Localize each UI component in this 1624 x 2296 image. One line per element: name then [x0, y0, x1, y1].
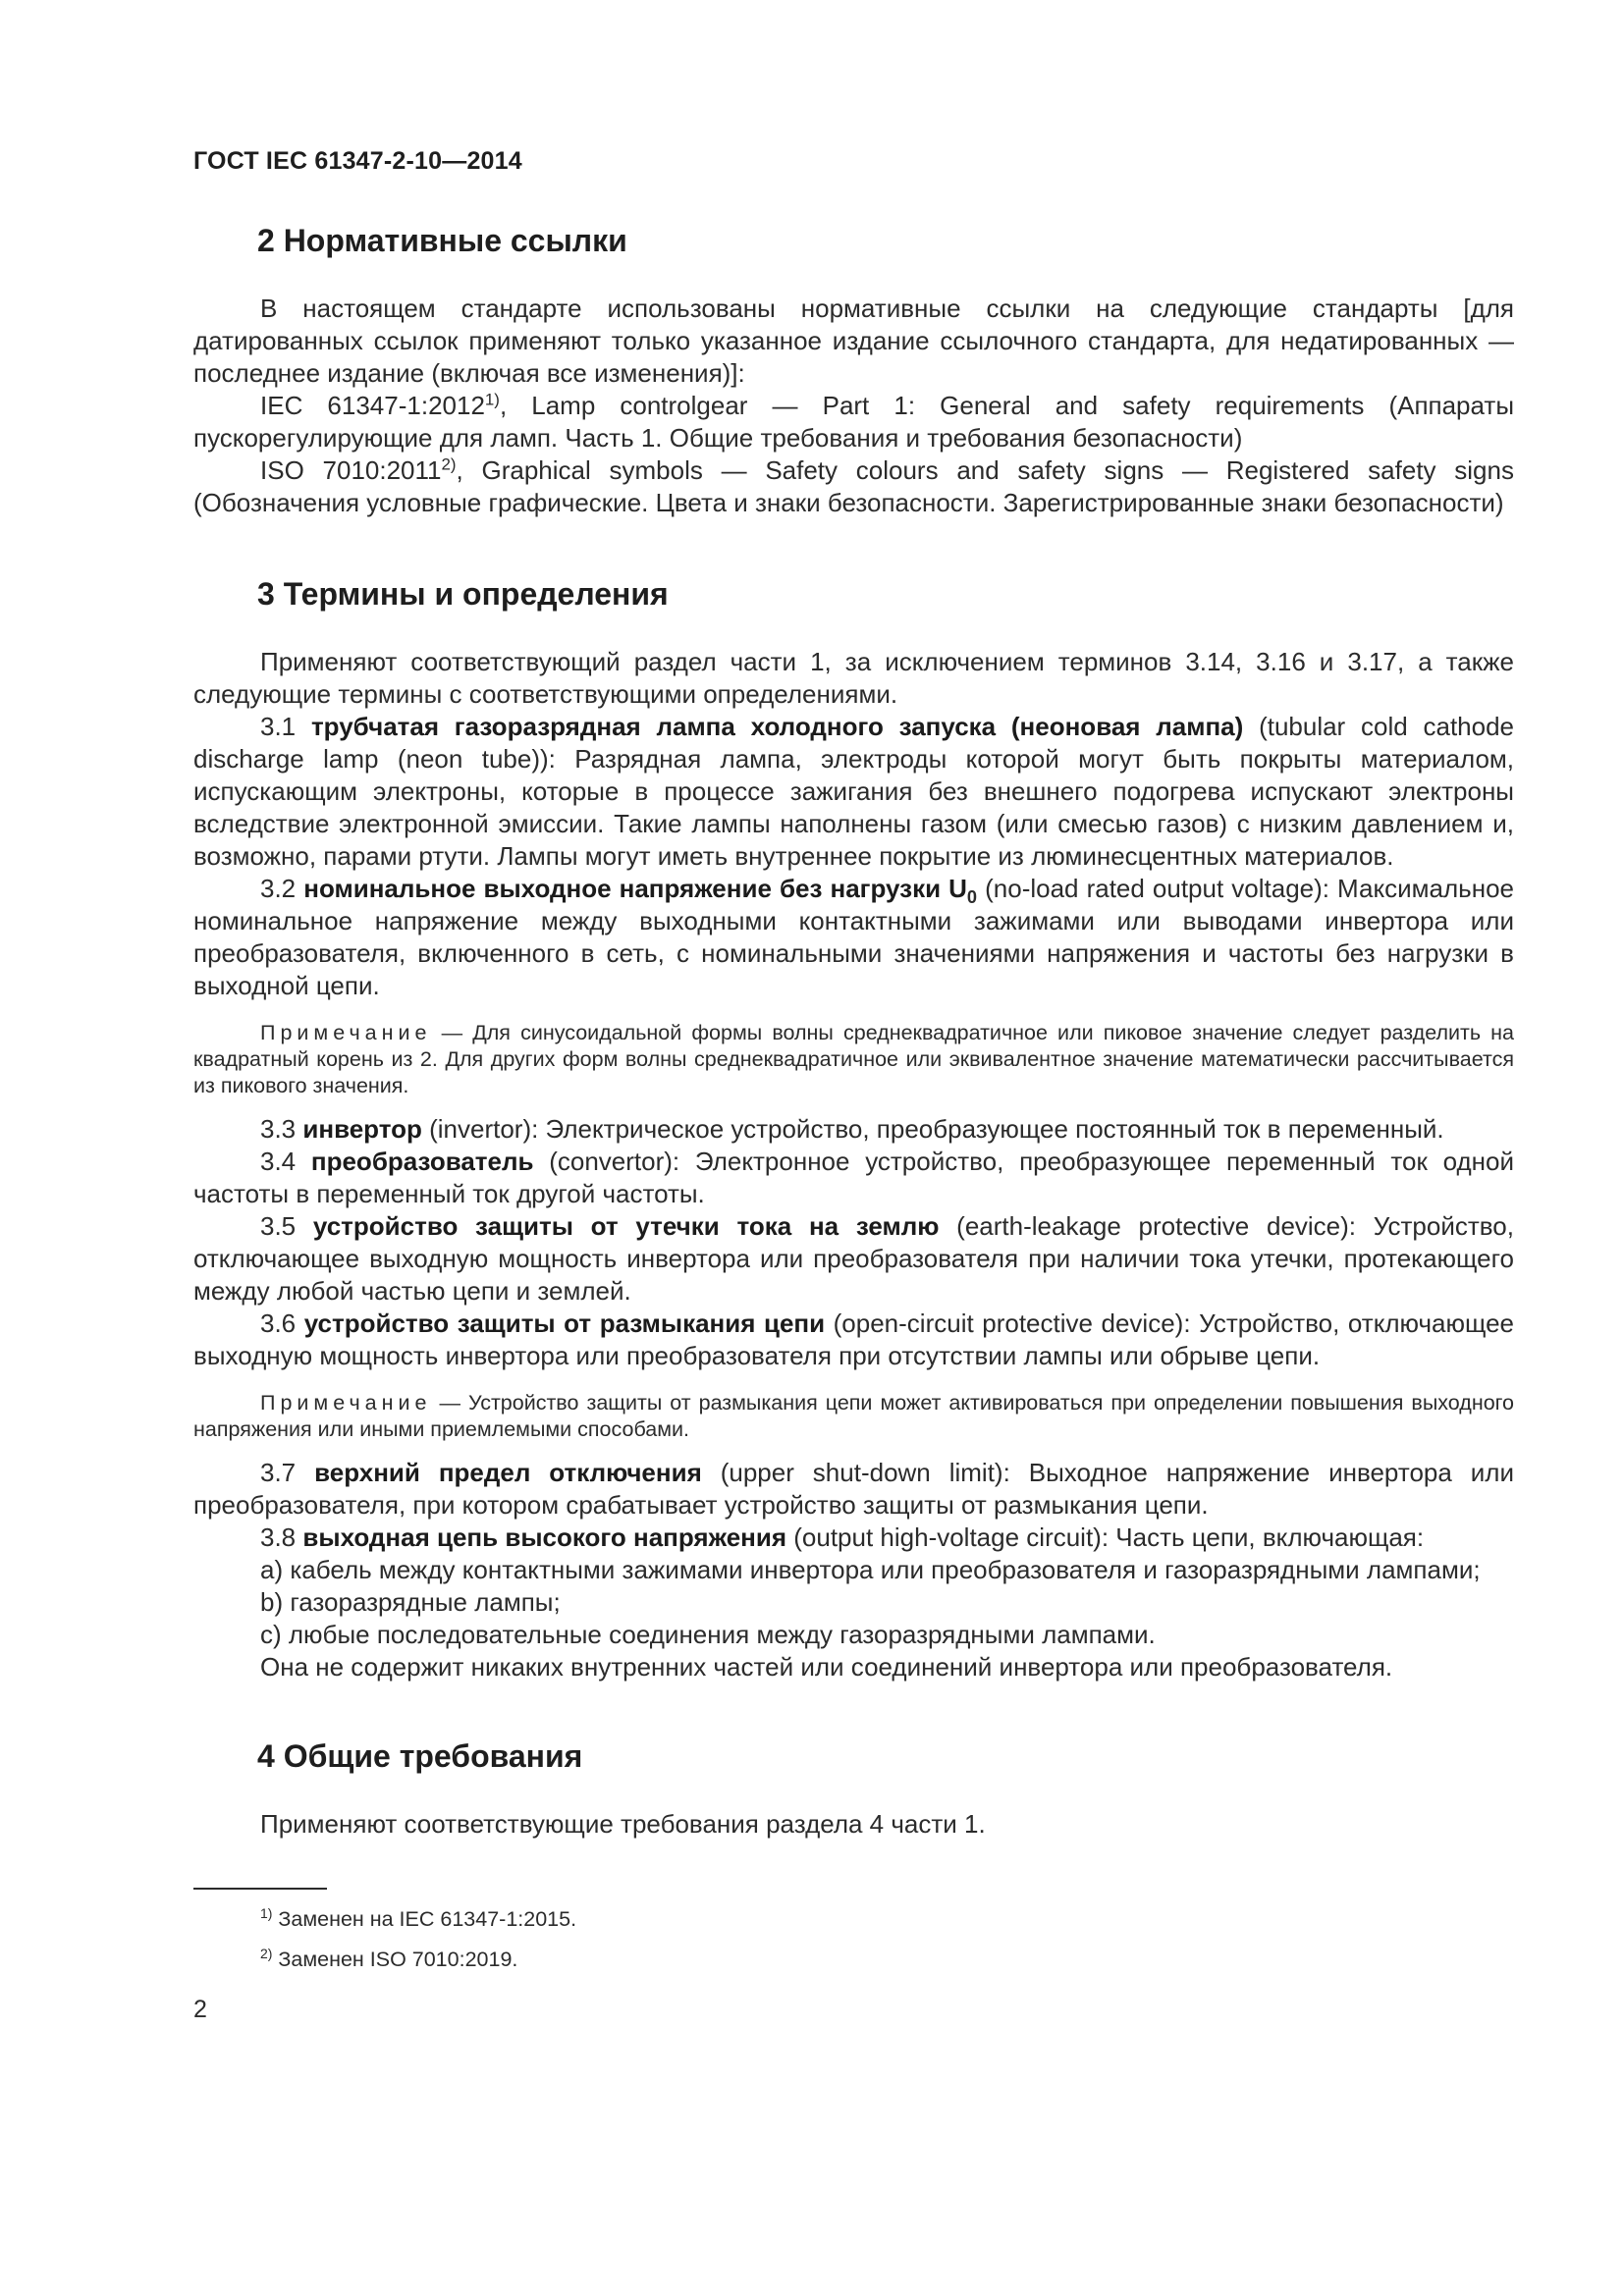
reference-iec-61347: [193, 390, 1514, 454]
footnotes: [193, 1888, 1514, 1976]
reference-code: ISO 7010:2011: [260, 455, 442, 485]
term-name: верхний предел отключения: [314, 1458, 702, 1487]
section-3-intro: Применяют соответствующий раздел части 1, за исключением терминов 3.14, 3.16 и 3.17, а также следующие термины с соответствующими определениями.: [193, 647, 1514, 709]
section-normative-references: [193, 223, 1514, 519]
section-2-intro: В настоящем стандарте использованы нормативные ссылки на следующие стандарты [для датированных ссылок применяют только указанное издание ссылочного стандарта, для недатированных — последнее издание (включая все изменения)]:: [193, 294, 1514, 388]
list-item: c) любые последовательные соединения между газоразрядными лампами.: [260, 1620, 1156, 1649]
list-item: a) кабель между контактными зажимами инвертора или преобразователя и газоразрядными лампами;: [260, 1555, 1481, 1584]
term-3-8-closing: Она не содержит никаких внутренних частей или соединений инвертора или преобразователя.: [260, 1652, 1393, 1682]
term-name: выходная цепь высокого напряжения: [302, 1522, 787, 1552]
reference-iso-7010: [193, 454, 1514, 519]
term-definition: (invertor): Электрическое устройство, преобразующее постоянный ток в переменный.: [421, 1114, 1444, 1144]
document-page: [193, 147, 1514, 2024]
term-definition: (earth-leakage protective device): Устройство, отключающее выходную мощность инвертора или преобразователя при наличии тока утечки, протекающего между любой частью цепи и землей.: [193, 1211, 1514, 1306]
term-name: устройство защиты от размыкания цепи: [303, 1308, 826, 1338]
term-definition: (open-circuit protective device): Устройство, отключающее выходную мощность инвертора или преобразователя при отсутствии лампы или обрыве цепи.: [193, 1308, 1514, 1370]
term-number: 3.2: [260, 874, 297, 903]
footnote-text: Заменен ISO 7010:2019.: [272, 1948, 518, 1971]
term-number: 3.6: [260, 1308, 297, 1338]
term-3-7: [193, 1457, 1514, 1522]
term-number: 3.4: [260, 1147, 297, 1176]
term-3-4: [193, 1146, 1514, 1210]
term-number: 3.5: [260, 1211, 297, 1241]
reference-code: IEC 61347-1:2012: [260, 391, 485, 420]
footnote-mark: 1): [484, 390, 500, 409]
footnote-2: [260, 1944, 1514, 1976]
note-label: Примечание: [260, 1021, 432, 1044]
term-name: трубчатая газоразрядная лампа холодного запуска (неоновая лампа): [310, 712, 1244, 741]
footnote-mark: 1): [260, 1904, 273, 1921]
term-definition: (upper shut-down limit): Выходное напряжение инвертора или преобразователя, при котором срабатывает устройство защиты от размыкания цепи.: [193, 1458, 1514, 1520]
term-subscript: 0: [966, 887, 978, 908]
footnote-1: [260, 1903, 1514, 1936]
term-number: 3.1: [260, 712, 297, 741]
term-3-6: [193, 1308, 1514, 1372]
term-number: 3.3: [260, 1114, 297, 1144]
term-3-1: [193, 711, 1514, 873]
note-3-6: [193, 1390, 1514, 1443]
term-name: номинальное выходное напряжение без нагрузки U: [303, 874, 967, 903]
list-item: b) газоразрядные лампы;: [260, 1587, 561, 1617]
reference-text: , Graphical symbols — Safety colours and safety signs — Registered safety signs (Обозначения условные графические. Цвета и знаки безопасности. Зарегистрированные знаки безопасности): [193, 455, 1514, 517]
term-definition: (convertor): Электронное устройство, преобразующее переменный ток одной частоты в переменный ток другой частоты.: [193, 1147, 1514, 1208]
term-name: преобразователь: [310, 1147, 534, 1176]
note-text: — Для синусоидальной формы волны среднеквадратичное или пиковое значение следует разделить на квадратный корень из 2. Для других форм волны среднеквадратичное или эквивалентное значение математически рассчитывается из пикового значения.: [193, 1021, 1514, 1097]
term-3-8: [193, 1522, 1514, 1554]
reference-text: , Lamp controlgear — Part 1: General and safety requirements (Аппараты пускорегулирующие для ламп. Часть 1. Общие требования и требования безопасности): [193, 391, 1515, 453]
footnote-mark: 2): [441, 454, 457, 474]
term-name: устройство защиты от утечки тока на землю: [312, 1211, 940, 1241]
page-number: 2: [193, 1996, 207, 2023]
term-name: инвертор: [302, 1114, 422, 1144]
section-3-title: 3 Термины и определения: [257, 576, 669, 612]
term-number: 3.8: [260, 1522, 297, 1552]
section-4-text: Применяют соответствующие требования раздела 4 части 1.: [260, 1809, 986, 1839]
section-4-title: 4 Общие требования: [257, 1738, 583, 1774]
term-number: 3.7: [260, 1458, 297, 1487]
section-2-title: 2 Нормативные ссылки: [257, 223, 627, 258]
term-3-2: [193, 873, 1514, 1002]
section-general-requirements: [193, 1738, 1514, 1841]
term-definition: (output high-voltage circuit): Часть цепи, включающая:: [786, 1522, 1425, 1552]
standard-header: ГОСТ IEC 61347-2-10—2014: [193, 147, 522, 175]
footnote-mark: 2): [260, 1945, 273, 1961]
section-terms-definitions: [193, 576, 1514, 1683]
term-3-5: [193, 1210, 1514, 1308]
term-3-3: [193, 1113, 1514, 1146]
term-definition: (no-load rated output voltage): Максимальное номинальное напряжение между выходными контактными зажимами или выводами инвертора или преобразователя, включенного в сеть, с номинальными значениями напряжения и частоты без нагрузки в выходной цепи.: [193, 874, 1514, 1000]
note-label: Примечание: [260, 1391, 432, 1415]
term-definition: (tubular cold cathode discharge lamp (neon tube)): Разрядная лампа, электроды которой могут быть покрыты материалом, испускающим электроны, которые в процессе зажигания без внешнего подогрева испускают электроны вследствие электронной эмиссии. Такие лампы наполнены газом (или смесью газов) с низким давлением и, возможно, парами ртути. Лампы могут иметь внутреннее покрытие из люминесцентных материалов.: [193, 712, 1515, 871]
note-3-2: [193, 1020, 1514, 1099]
note-text: — Устройство защиты от размыкания цепи может активироваться при определении повышения выходного напряжения или иными приемлемыми способами.: [193, 1391, 1514, 1441]
footnote-text: Заменен на IEC 61347-1:2015.: [272, 1907, 577, 1931]
footnote-separator: [193, 1888, 327, 1890]
